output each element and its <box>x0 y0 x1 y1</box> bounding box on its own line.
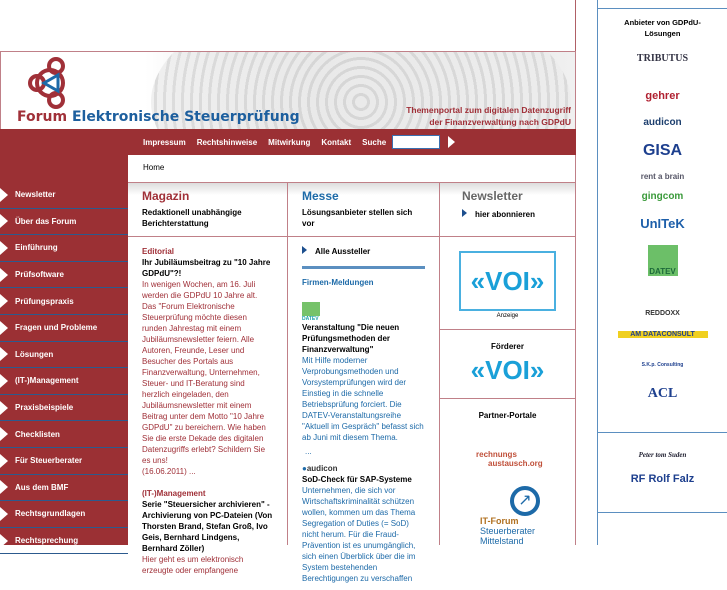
sidebar-item[interactable]: Rechtsgrundlagen <box>0 501 128 528</box>
vendor-logo[interactable]: Peter tom Suden <box>638 451 687 459</box>
breadcrumb[interactable]: Home <box>128 155 576 182</box>
newsletter-title: Newsletter <box>462 189 523 203</box>
sidebar-item[interactable]: Prüfsoftware <box>0 262 128 289</box>
arrow-icon <box>0 427 8 441</box>
messe-column <box>288 182 440 583</box>
arrow-icon <box>0 454 8 468</box>
nav-rechtshinweise[interactable]: Rechtshinweise <box>196 137 258 147</box>
vendor-logo[interactable]: audicon <box>643 117 682 128</box>
site-header <box>0 51 576 129</box>
news-heading: Firmen-Meldungen <box>302 278 374 287</box>
article-category: (IT-)Management <box>142 489 206 498</box>
nav-kontakt[interactable]: Kontakt <box>321 137 352 147</box>
arrow-icon <box>0 188 8 202</box>
arrow-circle-icon: ↗ <box>510 486 540 516</box>
voi-ad-banner[interactable]: «VOI» <box>459 251 556 311</box>
sidebar-item[interactable]: Über das Forum <box>0 209 128 236</box>
news-text: Unternehmen, die sich vor Wirtschaftskriminalität schützen wollen, kommen um das Thema Segregation of Duties (= SoD) nicht herum. Für die Fraud-Prävention ist es unumgänglich, sich einen Überblick über die im System bestehenden Berechtigungen zu verschaffen <box>302 486 416 583</box>
newsletter-subscribe-link[interactable]: hier abonnieren <box>462 209 561 220</box>
news-title[interactable]: Veranstaltung "Die neuen Prüfungsmethoden der Finanzverwaltung" <box>302 323 400 354</box>
vendor-heading: Anbieter von GDPdU-Lösungen <box>624 18 701 38</box>
search-submit-icon[interactable] <box>448 136 455 148</box>
it-forum-logo[interactable]: ↗ IT-Forum Steuerberater Mittelstand <box>440 486 575 546</box>
nav-impressum[interactable]: Impressum <box>143 137 186 147</box>
news-title[interactable]: SoD-Check für SAP-Systeme <box>302 475 412 484</box>
news-text: Mit Hilfe moderner Verprobungsmethoden und Vorsystemprüfungen wird der Einstieg in die schnelle Betriebsprüfung forciert. Die DATEV-Veranstaltungsreihe "Aktuell im Gespräch" befasst sich ab Juni mit diesem Thema. <box>302 356 424 442</box>
arrow-icon <box>0 241 8 255</box>
article-date[interactable]: (16.06.2011) ... <box>142 467 196 476</box>
vendor-logo[interactable]: REDDOXX <box>645 310 680 317</box>
article-category: Editorial <box>142 247 175 256</box>
search-label: Suche <box>362 137 387 147</box>
all-exhibitors-link[interactable]: Alle Aussteller <box>302 246 425 257</box>
divider <box>598 0 727 9</box>
arrow-icon <box>0 401 8 415</box>
sidebar <box>0 155 128 545</box>
sidebar-item[interactable]: Einführung <box>0 235 128 262</box>
vendor-list <box>598 9 727 433</box>
sidebar-item[interactable]: Prüfungspraxis <box>0 288 128 315</box>
vendor-panel <box>597 0 727 545</box>
top-nav <box>0 129 576 155</box>
vendor-logo[interactable]: ACL <box>647 386 678 401</box>
arrow-icon <box>0 347 8 361</box>
vendor-logo[interactable]: RF Rolf Falz <box>630 473 695 485</box>
vendor-logo[interactable]: gehrer <box>645 90 680 102</box>
magazin-column <box>128 182 288 575</box>
vendor-logo[interactable]: gingcom <box>641 191 684 202</box>
messe-title: Messe <box>302 189 339 203</box>
site-title[interactable]: Forum Elektronische Steuerprüfung <box>17 109 300 125</box>
article-title[interactable]: Ihr Jubiläumsbeitrag zu "10 Jahre GDPdU"?! <box>142 258 271 278</box>
sidebar-item[interactable]: (IT-)Management <box>0 368 128 395</box>
ad-label: Anzeige <box>496 313 519 319</box>
vendor-logo[interactable]: DATEV <box>648 245 678 276</box>
partner-heading: Partner-Portale <box>478 411 537 420</box>
voi-sponsor-logo[interactable]: «VOI» <box>470 355 545 385</box>
forum-logo-icon <box>28 57 78 109</box>
sponsor-heading: Förderer <box>491 342 524 351</box>
arrow-icon <box>0 534 8 548</box>
arrow-icon <box>0 374 8 388</box>
sidebar-item[interactable]: Für Steuerberater <box>0 448 128 475</box>
article-text: Hier geht es um elektronisch erzeugte oder empfangene <box>142 555 244 575</box>
arrow-icon <box>0 268 8 282</box>
arrow-icon <box>302 246 307 254</box>
vendor-logo[interactable]: S.K.p. Consulting <box>641 362 684 368</box>
arrow-icon <box>0 321 8 335</box>
sidebar-item[interactable]: Aus dem BMF <box>0 475 128 502</box>
sidebar-item[interactable]: Checklisten <box>0 421 128 448</box>
news-more-link[interactable]: ... <box>305 447 312 456</box>
arrow-icon <box>462 209 467 217</box>
sidebar-item[interactable]: Lösungen <box>0 342 128 369</box>
vendor-logo[interactable]: GISA <box>642 142 683 159</box>
article-title[interactable]: Serie "Steuersicher archivieren" - Archivierung von PC-Dateien (Von Thorsten Brand, Stefan Groß, Ivo Geis, Bernhard Lindgens, Bernhard Zöller) <box>142 500 273 553</box>
audicon-logo: ●audicon <box>302 464 338 473</box>
partner-logos <box>598 433 727 513</box>
sidebar-item[interactable]: Rechtsprechung <box>0 528 128 555</box>
nav-mitwirkung[interactable]: Mitwirkung <box>268 137 311 147</box>
search-input[interactable] <box>392 135 440 149</box>
vendor-logo[interactable]: TRIBUTUS <box>636 53 689 64</box>
sidebar-item[interactable]: Praxisbeispiele <box>0 395 128 422</box>
arrow-icon <box>0 214 8 228</box>
vendor-logo[interactable]: UnITeK <box>640 216 685 231</box>
divider <box>302 266 425 269</box>
arrow-icon <box>0 507 8 521</box>
magazin-subtitle: Redaktionell unabhängige Berichterstattung <box>142 208 242 228</box>
newsletter-column <box>440 182 576 545</box>
arrow-icon <box>0 294 8 308</box>
vendor-logo[interactable]: AM DATACONSULT <box>618 331 708 338</box>
arrow-icon <box>0 480 8 494</box>
tagline: Themenportal zum digitalen Datenzugriff der Finanzverwaltung nach GDPdU <box>406 105 571 127</box>
divider <box>575 0 576 52</box>
datev-logo-text: DATEV <box>302 316 319 322</box>
datev-logo <box>302 302 320 316</box>
rechnungsaustausch-logo[interactable]: rechnungs austausch.org <box>476 450 543 468</box>
sidebar-item[interactable]: Fragen und Probleme <box>0 315 128 342</box>
article-text: In wenigen Wochen, am 16. Juli werden die GDPdU 10 Jahre alt. Das "Forum Elektronische Steuerprüfung möchte diesen runden Jahrestag mit einem Jubiläumsnewsletter feiern. Alle Autoren, Freunde, Leser und Besucher des Portals aus Finanzverwaltung, Unternehmen, Steuer- und IT-Beratung sind herzlich eingeladen, den Jubiläumsnewsletter mit einem Beitrag unter dem Motto "10 Jahre GDPdU" zu bereichern. Wie haben Sie die erste Dekade des digitalen Datenzugriffs erlebt? Schildern Sie es uns! <box>142 280 266 465</box>
sidebar-item[interactable]: Newsletter <box>0 182 128 209</box>
messe-subtitle: Lösungsanbieter stellen sich vor <box>302 208 413 228</box>
vendor-logo[interactable]: rent a brain <box>640 172 685 181</box>
magazin-title: Magazin <box>142 189 190 203</box>
